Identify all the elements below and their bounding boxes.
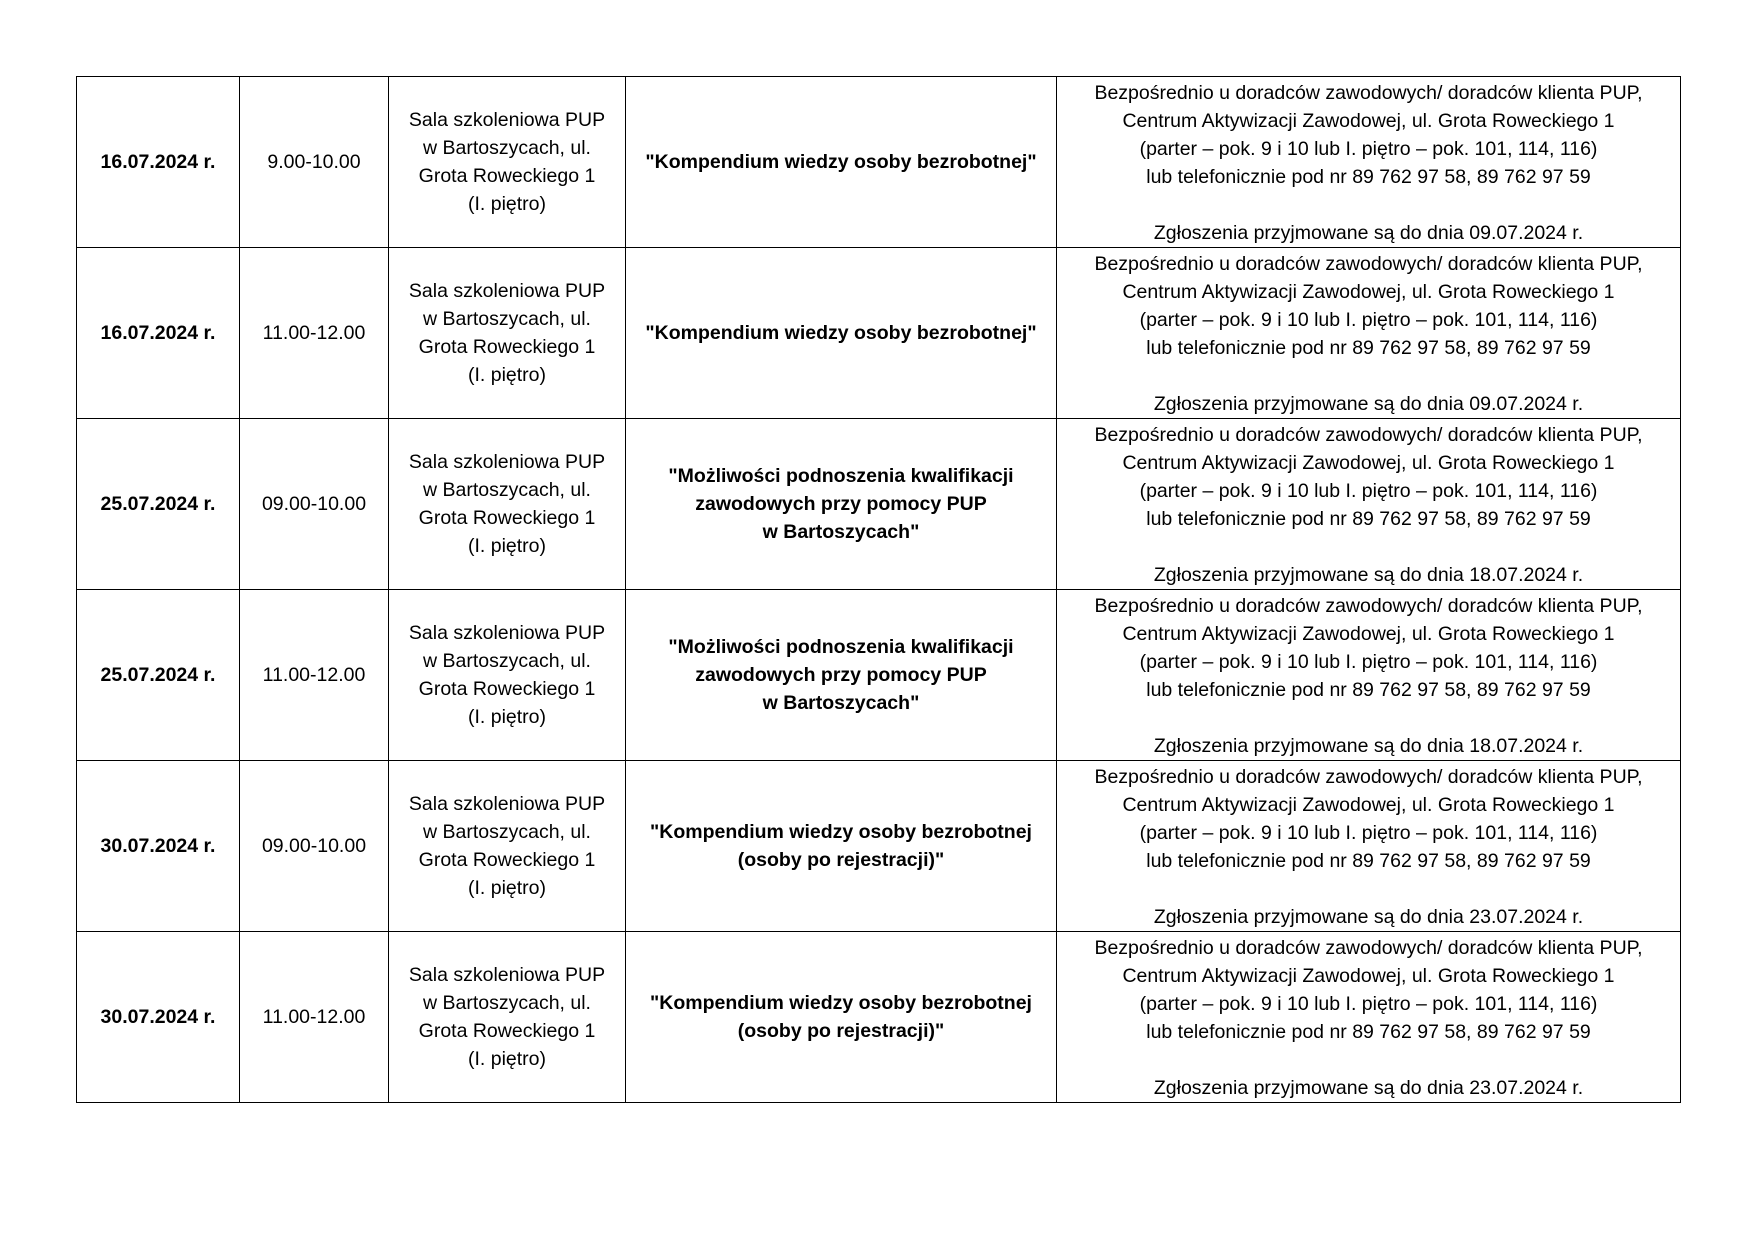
- schedule-body: [77, 77, 1681, 1103]
- contact-line: Bezpośrednio u doradców zawodowych/ doradców klienta PUP,: [1094, 937, 1643, 959]
- place-cell: [389, 77, 626, 248]
- place-line: w Bartoszycach, ul.: [423, 650, 591, 672]
- topic-line: (osoby po rejestracji)": [737, 849, 945, 871]
- contact-line: (parter – pok. 9 i 10 lub I. piętro – pok. 101, 114, 116): [1139, 309, 1598, 331]
- date-cell: 25.07.2024 r.: [77, 590, 240, 761]
- contact-line: lub telefonicznie pod nr 89 762 97 58, 89 762 97 59: [1146, 1021, 1591, 1043]
- deadline-text: Zgłoszenia przyjmowane są do dnia 09.07.2024 r.: [1153, 393, 1584, 415]
- place-line: Sala szkoleniowa PUP: [408, 451, 606, 473]
- table-row: [77, 77, 1681, 248]
- contact-line: (parter – pok. 9 i 10 lub I. piętro – pok. 101, 114, 116): [1139, 651, 1598, 673]
- contact-line: Centrum Aktywizacji Zawodowej, ul. Grota Roweckiego 1: [1122, 965, 1615, 987]
- table-row: [77, 761, 1681, 932]
- contact-cell: [1057, 932, 1681, 1103]
- place-line: Grota Roweckiego 1: [418, 336, 596, 358]
- contact-line: lub telefonicznie pod nr 89 762 97 58, 89 762 97 59: [1146, 679, 1591, 701]
- topic-cell: [626, 590, 1057, 761]
- topic-line: "Kompendium wiedzy osoby bezrobotnej": [645, 322, 1037, 344]
- contact-line: Centrum Aktywizacji Zawodowej, ul. Grota Roweckiego 1: [1122, 794, 1615, 816]
- contact-cell: [1057, 419, 1681, 590]
- contact-cell: [1057, 77, 1681, 248]
- contact-line: lub telefonicznie pod nr 89 762 97 58, 89 762 97 59: [1146, 508, 1591, 530]
- deadline-text: Zgłoszenia przyjmowane są do dnia 18.07.2024 r.: [1153, 564, 1584, 586]
- place-line: w Bartoszycach, ul.: [423, 479, 591, 501]
- time-cell: 09.00-10.00: [240, 419, 389, 590]
- time-cell: 11.00-12.00: [240, 248, 389, 419]
- contact-line: lub telefonicznie pod nr 89 762 97 58, 89 762 97 59: [1146, 166, 1591, 188]
- place-line: Grota Roweckiego 1: [418, 678, 596, 700]
- date-cell: 16.07.2024 r.: [77, 77, 240, 248]
- date-cell: 16.07.2024 r.: [77, 248, 240, 419]
- contact-line: Bezpośrednio u doradców zawodowych/ doradców klienta PUP,: [1094, 595, 1643, 617]
- time-cell: 09.00-10.00: [240, 761, 389, 932]
- contact-line: Bezpośrednio u doradców zawodowych/ doradców klienta PUP,: [1094, 253, 1643, 275]
- place-cell: [389, 932, 626, 1103]
- place-cell: [389, 419, 626, 590]
- contact-line: (parter – pok. 9 i 10 lub I. piętro – pok. 101, 114, 116): [1139, 993, 1598, 1015]
- contact-line: Centrum Aktywizacji Zawodowej, ul. Grota Roweckiego 1: [1122, 281, 1615, 303]
- table-row: [77, 590, 1681, 761]
- topic-line: "Kompendium wiedzy osoby bezrobotnej: [650, 821, 1032, 843]
- topic-cell: [626, 932, 1057, 1103]
- place-cell: [389, 248, 626, 419]
- topic-cell: [626, 419, 1057, 590]
- deadline-text: Zgłoszenia przyjmowane są do dnia 23.07.2024 r.: [1153, 1077, 1584, 1099]
- place-line: Sala szkoleniowa PUP: [408, 622, 606, 644]
- place-line: Sala szkoleniowa PUP: [408, 793, 606, 815]
- topic-line: zawodowych przy pomocy PUP: [695, 664, 987, 686]
- contact-line: Bezpośrednio u doradców zawodowych/ doradców klienta PUP,: [1094, 82, 1643, 104]
- contact-line: (parter – pok. 9 i 10 lub I. piętro – pok. 101, 114, 116): [1139, 822, 1598, 844]
- schedule-table: [76, 76, 1681, 1103]
- topic-line: (osoby po rejestracji)": [737, 1020, 945, 1042]
- contact-line: Centrum Aktywizacji Zawodowej, ul. Grota Roweckiego 1: [1122, 110, 1615, 132]
- topic-line: "Kompendium wiedzy osoby bezrobotnej: [650, 992, 1032, 1014]
- topic-line: w Bartoszycach": [762, 521, 920, 543]
- contact-line: Bezpośrednio u doradców zawodowych/ doradców klienta PUP,: [1094, 424, 1643, 446]
- topic-line: "Możliwości podnoszenia kwalifikacji: [668, 465, 1014, 487]
- place-line: (I. piętro): [467, 706, 547, 728]
- time-cell: 11.00-12.00: [240, 932, 389, 1103]
- contact-line: Centrum Aktywizacji Zawodowej, ul. Grota Roweckiego 1: [1122, 452, 1615, 474]
- contact-line: Bezpośrednio u doradców zawodowych/ doradców klienta PUP,: [1094, 766, 1643, 788]
- place-line: Grota Roweckiego 1: [418, 507, 596, 529]
- contact-cell: [1057, 248, 1681, 419]
- date-cell: 30.07.2024 r.: [77, 761, 240, 932]
- contact-line: (parter – pok. 9 i 10 lub I. piętro – pok. 101, 114, 116): [1139, 138, 1598, 160]
- contact-cell: [1057, 761, 1681, 932]
- topic-cell: [626, 77, 1057, 248]
- contact-line: Centrum Aktywizacji Zawodowej, ul. Grota Roweckiego 1: [1122, 623, 1615, 645]
- time-cell: 9.00-10.00: [240, 77, 389, 248]
- place-line: (I. piętro): [467, 535, 547, 557]
- place-line: Sala szkoleniowa PUP: [408, 280, 606, 302]
- topic-line: "Kompendium wiedzy osoby bezrobotnej": [645, 151, 1037, 173]
- topic-line: zawodowych przy pomocy PUP: [695, 493, 987, 515]
- place-cell: [389, 590, 626, 761]
- place-line: Grota Roweckiego 1: [418, 1020, 596, 1042]
- table-row: [77, 419, 1681, 590]
- place-cell: [389, 761, 626, 932]
- place-line: (I. piętro): [467, 193, 547, 215]
- contact-line: lub telefonicznie pod nr 89 762 97 58, 89 762 97 59: [1146, 337, 1591, 359]
- deadline-text: Zgłoszenia przyjmowane są do dnia 09.07.2024 r.: [1153, 222, 1584, 244]
- topic-cell: [626, 761, 1057, 932]
- contact-line: (parter – pok. 9 i 10 lub I. piętro – pok. 101, 114, 116): [1139, 480, 1598, 502]
- deadline-text: Zgłoszenia przyjmowane są do dnia 18.07.2024 r.: [1153, 735, 1584, 757]
- topic-cell: [626, 248, 1057, 419]
- place-line: w Bartoszycach, ul.: [423, 308, 591, 330]
- place-line: Grota Roweckiego 1: [418, 849, 596, 871]
- place-line: (I. piętro): [467, 1048, 547, 1070]
- place-line: w Bartoszycach, ul.: [423, 992, 591, 1014]
- place-line: w Bartoszycach, ul.: [423, 137, 591, 159]
- contact-line: lub telefonicznie pod nr 89 762 97 58, 89 762 97 59: [1146, 850, 1591, 872]
- table-row: [77, 932, 1681, 1103]
- date-cell: 25.07.2024 r.: [77, 419, 240, 590]
- table-row: [77, 248, 1681, 419]
- place-line: w Bartoszycach, ul.: [423, 821, 591, 843]
- contact-cell: [1057, 590, 1681, 761]
- place-line: Sala szkoleniowa PUP: [408, 964, 606, 986]
- date-cell: 30.07.2024 r.: [77, 932, 240, 1103]
- topic-line: w Bartoszycach": [762, 692, 920, 714]
- deadline-text: Zgłoszenia przyjmowane są do dnia 23.07.2024 r.: [1153, 906, 1584, 928]
- time-cell: 11.00-12.00: [240, 590, 389, 761]
- place-line: Grota Roweckiego 1: [418, 165, 596, 187]
- place-line: Sala szkoleniowa PUP: [408, 109, 606, 131]
- place-line: (I. piętro): [467, 877, 547, 899]
- topic-line: "Możliwości podnoszenia kwalifikacji: [668, 636, 1014, 658]
- place-line: (I. piętro): [467, 364, 547, 386]
